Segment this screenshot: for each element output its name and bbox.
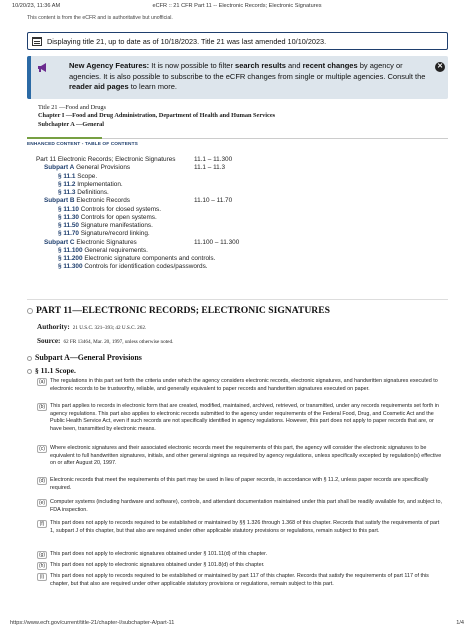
toc-description: Definitions. xyxy=(77,189,109,196)
source-label: Source: xyxy=(37,337,61,345)
toc-row[interactable] xyxy=(58,214,157,222)
divider xyxy=(27,299,448,300)
toc-row[interactable] xyxy=(58,230,150,238)
toc-row[interactable] xyxy=(58,173,97,181)
paragraph-text: This part does not apply to electronic signatures obtained under § 101.11(d) of this chapter. xyxy=(50,551,268,557)
authority-label: Authority: xyxy=(37,323,70,331)
print-header xyxy=(12,3,462,13)
toc-description: General requirements. xyxy=(84,246,148,254)
paragraph-text: This part does not apply to records required to be established or maintained by part 117 of this chapter. Records that satisfy the requirements of part 117 of this chapter, but that also are required under other applicable statutory provisions or regulations, remain subject to this part. xyxy=(50,573,429,587)
toc-description: Electronic Records xyxy=(76,197,130,205)
agency-text-4: to learn more. xyxy=(128,82,177,92)
paragraph-text: This part does not apply to records required to be established or maintained by §§ 1.326 through 1.368 of this chapter. Records that satisfy the requirements of part 1, subpart J of this chapter, but that also are required under other applicable statutory provisions or regulations, remain subject to this part. xyxy=(50,520,440,534)
toc-label[interactable]: § 11.1 xyxy=(58,172,76,180)
paragraph-text: This part does not apply to electronic signatures obtained under § 101.8(d) of this chapter. xyxy=(50,562,265,568)
authority xyxy=(37,323,146,331)
agency-text-2: and xyxy=(285,61,303,70)
hierarchy-chapter: Chapter I —Food and Drug Administration, Department of Health and Human Services xyxy=(38,112,276,120)
display-banner xyxy=(27,32,448,50)
reader-aid-link[interactable]: reader aid pages xyxy=(69,82,129,92)
toc-label[interactable]: § 11.30 xyxy=(58,213,79,221)
toc-row[interactable] xyxy=(58,263,208,271)
toc-row[interactable] xyxy=(58,181,123,189)
paragraph-marker[interactable]: (h) xyxy=(38,563,46,569)
toc-label[interactable]: § 11.200 xyxy=(58,255,83,262)
paragraph-marker[interactable]: (f) xyxy=(37,520,47,528)
subpart-heading xyxy=(27,353,142,362)
toc-label[interactable]: Part 11 xyxy=(36,156,57,163)
paragraph-text: Where electronic signatures and their associated electronic records meet the requirements of this part, the agency will consider the electronic signatures to be equivalent to full handwritten signatures, initials, and other general signings as required by agency regulations, unless specifically excepted by regulation(s) effective on or after August 20, 1997. xyxy=(50,445,442,467)
print-title: eCFR :: 21 CFR Part 11 -- Electronic Records; Electronic Signatures xyxy=(152,3,322,9)
agency-text-3: by agency or agencies. It is also possible to subscribe to the eCFR changes from single or multiple agencies. Consult the xyxy=(69,61,426,81)
toc-range: 11.1 – 11.300 xyxy=(194,156,233,163)
toc-range: 11.100 – 11.300 xyxy=(194,238,240,246)
paragraph-marker[interactable]: (b) xyxy=(38,404,46,410)
toc-description: Electronic signature components and controls. xyxy=(84,255,216,262)
toc-label[interactable]: § 11.10 xyxy=(58,205,79,213)
toc-row[interactable] xyxy=(58,206,161,214)
toc-label[interactable]: Subpart C xyxy=(44,238,75,246)
hierarchy-subchapter: Subchapter A —General xyxy=(38,120,105,128)
toc-range: 11.1 – 11.3 xyxy=(194,164,226,172)
toc-label[interactable]: Subpart B xyxy=(44,197,75,205)
toc-range: 11.10 – 11.70 xyxy=(194,197,233,205)
toc-row[interactable] xyxy=(58,222,153,230)
source xyxy=(37,337,173,345)
toc-description: Controls for closed systems. xyxy=(80,205,162,213)
agency-features-banner xyxy=(27,56,448,99)
print-footer xyxy=(10,620,464,628)
toc-row[interactable] xyxy=(44,197,233,205)
expand-icon[interactable] xyxy=(27,356,32,361)
toc-label[interactable]: § 11.2 xyxy=(58,180,76,188)
hierarchy-title: Title 21 —Food and Drugs xyxy=(38,104,106,111)
toc-description: Electronic Records; Electronic Signatures xyxy=(57,156,176,163)
authority-note: This content is from the eCFR and is authoritative but unofficial. xyxy=(27,15,173,21)
paragraph-marker[interactable]: (g) xyxy=(38,552,46,558)
toc-description: Scope. xyxy=(77,172,98,180)
toc-description: Signature manifestations. xyxy=(80,222,153,229)
toc-label[interactable]: § 11.100 xyxy=(58,246,83,254)
toc-label[interactable]: § 11.300 xyxy=(58,263,83,271)
paragraph-text: This part applies to records in electronic form that are created, modified, maintained, archived, retrieved, or transmitted, under any records requirements set forth in agency regulations. This part also applies to electronic records submitted to the agency under requirements of the Federal Food, Drug, and Cosmetic Act and the Public Health Service Act, even if such records are not specifically identified in agency regulations. However, this part does not apply to paper records that are, or have been, transmitted by electronic means. xyxy=(50,403,439,433)
toc-label[interactable]: Subpart A xyxy=(44,164,75,172)
paragraph-text: Computer systems (including hardware and software), controls, and attendant documentation maintained under this part shall be readily available for, and subject to, FDA inspection. xyxy=(50,499,442,513)
subpart-heading-text: Subpart A—General Provisions xyxy=(35,353,142,362)
toc-heading: ENHANCED CONTENT - TABLE OF CONTENTS xyxy=(27,142,138,147)
toc-description: Controls for open systems. xyxy=(80,213,157,221)
display-banner-text: Displaying title 21, up to date as of 10/18/2023. Title 21 was last amended 10/10/2023. xyxy=(47,36,327,46)
agency-features-heading: New Agency Features: xyxy=(69,61,150,70)
source-value: 62 FR 13464, Mar. 20, 1997, unless otherwise noted. xyxy=(63,339,174,345)
part-title xyxy=(27,305,330,316)
toc-description: Controls for identification codes/passwords. xyxy=(84,263,208,271)
paragraph-marker[interactable]: (e) xyxy=(38,500,46,506)
authority-value: 21 U.S.C. 321–393; 42 U.S.C. 262. xyxy=(72,325,147,331)
expand-icon[interactable] xyxy=(27,369,32,374)
section-heading xyxy=(27,366,76,375)
toc-row[interactable] xyxy=(58,247,148,255)
section-heading-text: § 11.1 Scope. xyxy=(35,366,76,375)
recent-changes-link[interactable]: recent changes xyxy=(302,61,358,70)
toc-row[interactable] xyxy=(36,156,233,164)
divider-accent xyxy=(27,137,102,139)
part-title-text: PART 11—ELECTRONIC RECORDS; ELECTRONIC SIGNATURES xyxy=(36,305,330,316)
close-icon[interactable]: ✕ xyxy=(435,62,445,72)
toc-label[interactable]: § 11.50 xyxy=(58,222,79,229)
paragraph-marker[interactable]: (i) xyxy=(37,573,47,581)
calendar-icon xyxy=(32,37,42,46)
toc-row[interactable] xyxy=(44,238,240,247)
toc-row[interactable] xyxy=(58,189,109,197)
toc-row[interactable] xyxy=(44,164,226,172)
paragraph-marker[interactable]: (d) xyxy=(38,478,46,484)
toc-row[interactable] xyxy=(58,255,215,263)
footer-url: https://www.ecfr.gov/current/title-21/chapter-I/subchapter-A/part-11 xyxy=(10,620,175,626)
toc-description: Signature/record linking. xyxy=(80,230,150,238)
paragraph-text: The regulations in this part set forth the criteria under which the agency considers electronic records, electronic signatures, and handwritten signatures executed to electronic records to be trustworthy, reliable, and generally equivalent to paper records and handwritten signatures executed on paper. xyxy=(50,378,438,392)
megaphone-icon xyxy=(37,63,48,72)
hierarchy xyxy=(38,104,275,129)
paragraph-marker[interactable]: (a) xyxy=(38,379,46,385)
page-number: 1/4 xyxy=(456,620,464,626)
agency-text-1: It is now possible to filter xyxy=(149,61,236,70)
toc-label[interactable]: § 11.70 xyxy=(58,230,79,238)
toc-description: Electronic Signatures xyxy=(76,238,137,246)
paragraph-text: Electronic records that meet the requirements of this part may be used in lieu of paper records, in accordance with § 11.2, unless paper records are specifically required. xyxy=(50,477,429,491)
print-datetime: 10/20/23, 11:36 AM xyxy=(12,3,61,9)
expand-icon[interactable] xyxy=(27,308,33,314)
search-results-link[interactable]: search results xyxy=(235,61,286,70)
toc-label[interactable]: § 11.3 xyxy=(58,189,76,196)
paragraph-marker[interactable]: (c) xyxy=(37,445,47,453)
agency-features-text xyxy=(69,61,429,93)
toc-description: General Provisions xyxy=(76,164,131,172)
toc-description: Implementation. xyxy=(77,180,123,188)
